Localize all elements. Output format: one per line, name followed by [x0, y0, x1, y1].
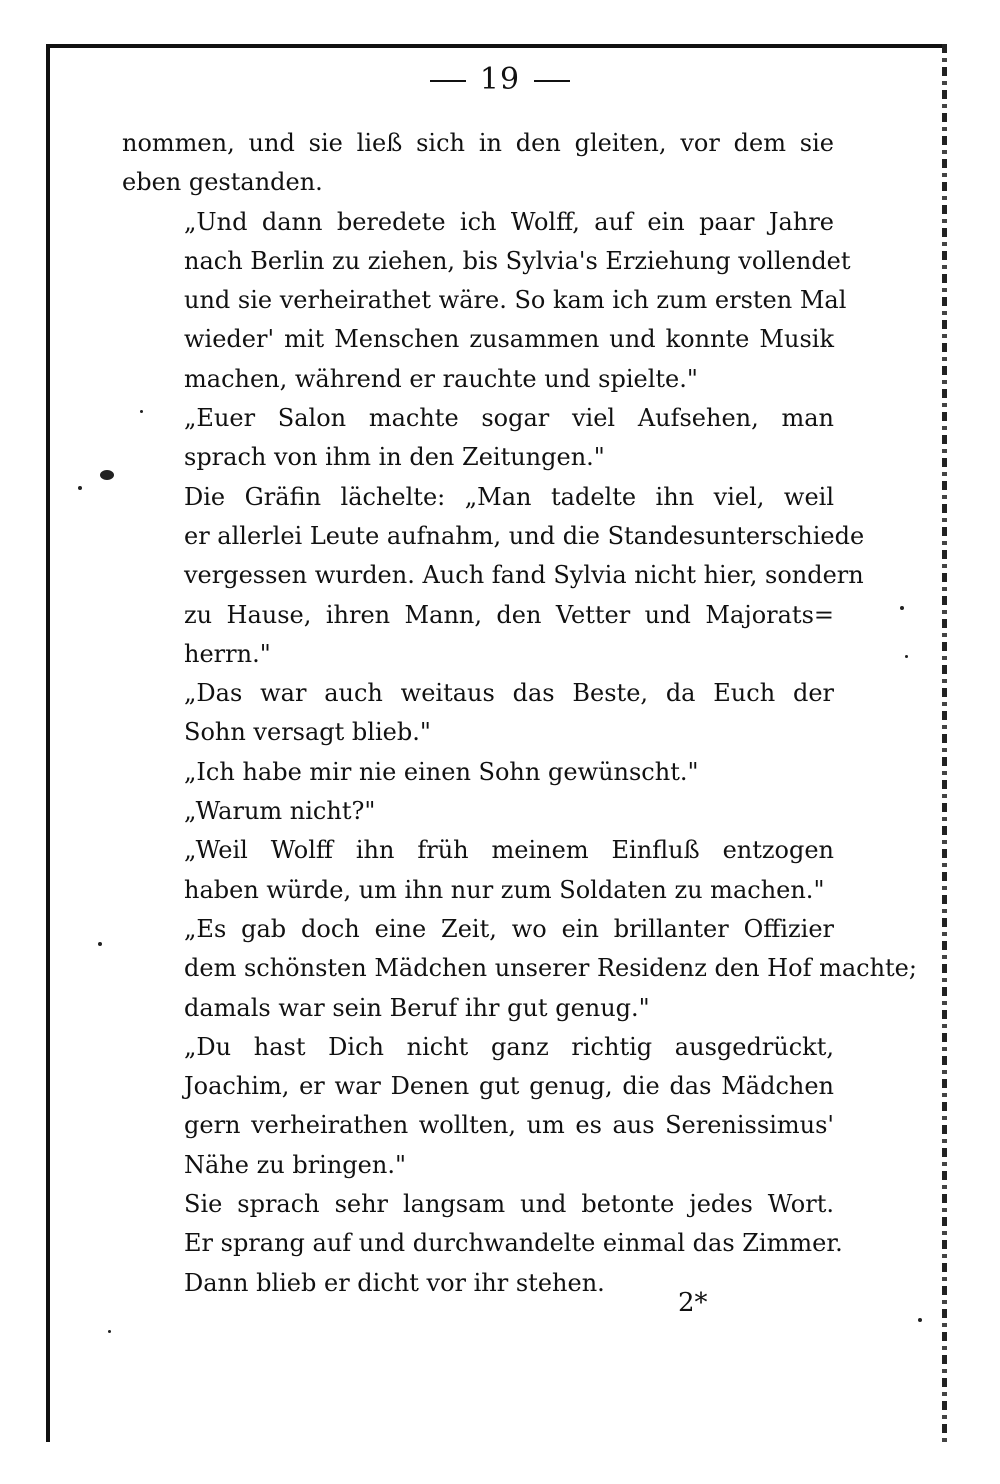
text-line: „Du hast Dich nicht ganz richtig ausgedrückt,: [184, 1032, 834, 1061]
text-line: nommen, und sie ließ sich in den gleiten, vor dem sie: [122, 129, 834, 157]
paragraph: [122, 910, 917, 1028]
text-line: „Es gab doch eine Zeit, wo ein brillanter Offizier: [184, 914, 834, 943]
text-line: „Euer Salon machte sogar viel Aufsehen, man: [184, 404, 834, 433]
paragraph: [122, 1185, 843, 1303]
text-line: er allerlei Leute aufnahm, und die Standesunterschiede: [184, 521, 865, 550]
text-line: Nähe zu bringen.": [184, 1150, 406, 1179]
text-line: wieder' mit Menschen zusammen und konnte Musik: [184, 325, 834, 354]
text-line: Joachim, er war Denen gut genug, die das Mädchen: [184, 1072, 834, 1101]
body-text: [122, 124, 917, 1303]
text-line: dem schönsten Mädchen unserer Residenz den Hof machte;: [184, 954, 917, 983]
page-border-right: [942, 44, 947, 1442]
text-line: und sie verheirathet wäre. So kam ich zum ersten Mal: [184, 286, 847, 315]
text-line: Sohn versagt blieb.": [184, 718, 431, 747]
text-line: gern verheirathen wollten, um es aus Serenissimus': [184, 1111, 834, 1140]
paragraph: [122, 124, 834, 203]
page-number-value: 19: [479, 62, 521, 97]
scan-speck: [108, 1330, 111, 1333]
text-line: Dann blieb er dicht vor ihr stehen.: [184, 1268, 605, 1297]
paragraph: [122, 478, 865, 674]
text-line: „Ich habe mir nie einen Sohn gewünscht.": [184, 757, 699, 786]
page-number-dash: [534, 80, 570, 82]
page-border-left: [46, 44, 50, 1442]
text-line: herrn.": [184, 639, 271, 668]
text-line: nach Berlin zu ziehen, bis Sylvia's Erziehung vollendet: [184, 246, 851, 275]
text-line: „Das war auch weitaus das Beste, da Euch der: [184, 679, 834, 708]
text-line: „Und dann beredete ich Wolff, auf ein paar Jahre: [184, 207, 834, 236]
text-line: sprach von ihm in den Zeitungen.": [184, 443, 605, 472]
scan-speck: [905, 655, 908, 658]
text-line: Die Gräfin lächelte: „Man tadelte ihn viel, weil: [184, 482, 834, 511]
paragraph: [122, 203, 851, 399]
page-number: [0, 62, 1000, 97]
paragraph: [122, 674, 834, 753]
paragraph: [122, 792, 834, 831]
signature-mark: 2*: [678, 1288, 708, 1318]
text-line: damals war sein Beruf ihr gut genug.": [184, 993, 650, 1022]
scan-speck: [98, 942, 102, 946]
scan-speck: [918, 1318, 922, 1322]
page-border-top: [46, 44, 946, 48]
text-line: Er sprang auf und durchwandelte einmal das Zimmer.: [184, 1229, 843, 1258]
paragraph: [122, 831, 834, 910]
page-number-dash: [430, 80, 466, 82]
text-line: zu Hause, ihren Mann, den Vetter und Majorats=: [184, 600, 834, 629]
paragraph: [122, 1028, 834, 1185]
text-line: haben würde, um ihn nur zum Soldaten zu machen.": [184, 875, 825, 904]
text-line: eben gestanden.: [122, 168, 323, 197]
paragraph: [122, 399, 834, 478]
text-line: Sie sprach sehr langsam und betonte jedes Wort.: [184, 1190, 834, 1219]
text-line: vergessen wurden. Auch fand Sylvia nicht hier, sondern: [184, 561, 864, 590]
scan-speck: [78, 486, 82, 490]
text-line: „Warum nicht?": [184, 797, 376, 826]
text-line: machen, während er rauchte und spielte.": [184, 364, 698, 393]
paragraph: [122, 753, 834, 792]
text-line: „Weil Wolff ihn früh meinem Einfluß entzogen: [184, 836, 834, 865]
scan-speck: [100, 470, 114, 480]
scan-speck: [900, 606, 904, 610]
